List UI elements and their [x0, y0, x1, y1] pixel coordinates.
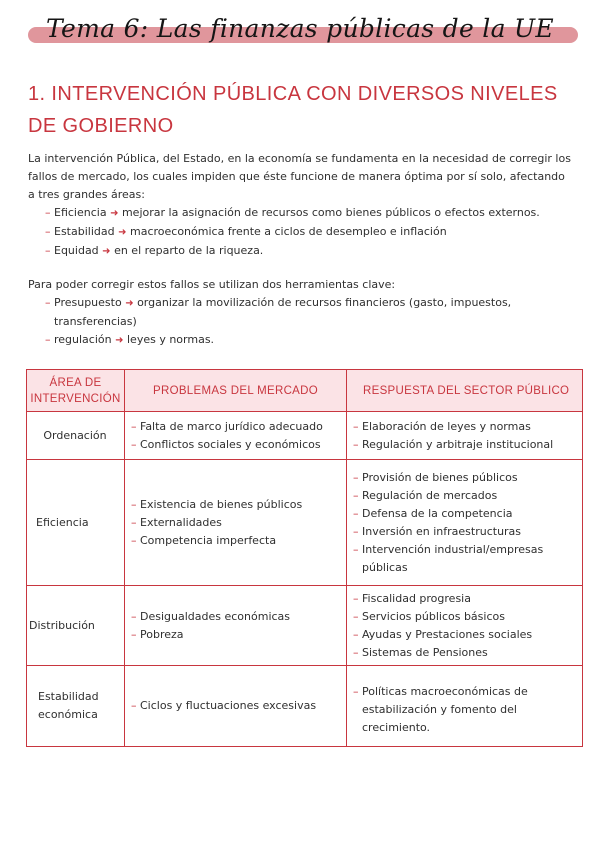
- arrow-icon: ➜: [110, 208, 119, 219]
- table-row: [27, 666, 583, 747]
- area-cell: Eficiencia: [27, 460, 125, 586]
- area-desc: macroeconómica frente a ciclos de desempleo e inflación: [129, 225, 447, 238]
- response-item: – Políticas macroeconómicas de estabilización y fomento del crecimiento.: [353, 684, 528, 734]
- problem-item: – Falta de marco jurídico adecuado: [131, 419, 323, 433]
- responses-cell: [347, 666, 583, 747]
- arrow-icon: ➜: [118, 227, 127, 238]
- header-responses: RESPUESTA DEL SECTOR PÚBLICO: [347, 370, 583, 412]
- area-desc: en el reparto de la riqueza.: [114, 244, 264, 257]
- problems-cell: [125, 666, 347, 747]
- area-desc: mejorar la asignación de recursos como bienes públicos o efectos externos.: [121, 206, 540, 219]
- arrow-icon: ➜: [115, 335, 124, 346]
- tool-desc: organizar la movilización de recursos financieros (gasto, impuestos, transferencias): [54, 296, 512, 328]
- tools-intro: Para poder corregir estos fallos se utilizan dos herramientas clave:: [28, 278, 396, 291]
- area-term: Equidad: [54, 244, 99, 257]
- table-row: [27, 460, 583, 586]
- table-row: [27, 412, 583, 460]
- list-item: – regulación ➜ leyes y normas.: [45, 333, 215, 346]
- list-item: – Eficiencia ➜ mejorar la asignación de recursos como bienes públicos o efectos externos.: [45, 206, 540, 219]
- area-term: Estabilidad: [54, 225, 115, 238]
- intro-text: La intervención Pública, del Estado, en la economía se fundamenta en la necesidad de corregir los fallos de mercado, los cuales impiden que éste funcione de manera óptima por sí solo, afectando a tres grandes áreas:: [28, 152, 571, 201]
- tool-desc: leyes y normas.: [127, 333, 215, 346]
- list-item: – Equidad ➜ en el reparto de la riqueza.: [45, 244, 264, 257]
- header-area: ÁREA DE INTERVENCIÓN: [27, 370, 125, 412]
- intro-paragraph: [28, 150, 573, 261]
- responses-cell: [347, 460, 583, 586]
- problem-item: – Conflictos sociales y económicos: [131, 437, 321, 451]
- responses-cell: [347, 586, 583, 666]
- problem-item: – Existencia de bienes públicos: [131, 497, 303, 511]
- table-row: [27, 586, 583, 666]
- response-item: – Regulación de mercados: [353, 488, 498, 502]
- response-item: – Fiscalidad progresia: [353, 591, 471, 605]
- area-term: Eficiencia: [54, 206, 107, 219]
- problem-item: – Ciclos y fluctuaciones excesivas: [131, 699, 317, 712]
- response-item: – Defensa de la competencia: [353, 506, 513, 520]
- response-item: – Regulación y arbitraje institucional: [353, 437, 554, 451]
- table-header-row: [27, 370, 583, 412]
- problems-cell: [125, 460, 347, 586]
- response-item: – Inversión en infraestructuras: [353, 524, 522, 538]
- list-item: – Presupuesto ➜ organizar la movilización de recursos financieros (gasto, impuestos, transferencias): [45, 296, 512, 328]
- arrow-icon: ➜: [125, 298, 134, 309]
- page-title: Tema 6: Las finanzas públicas de la UE: [46, 14, 554, 43]
- response-item: – Ayudas y Prestaciones sociales: [353, 627, 533, 641]
- arrow-icon: ➜: [102, 246, 111, 257]
- area-cell: Distribución: [27, 586, 125, 666]
- responses-cell: [347, 412, 583, 460]
- problem-item: – Externalidades: [131, 515, 222, 529]
- tools-list: [28, 294, 573, 350]
- header-problems: PROBLEMAS DEL MERCADO: [125, 370, 347, 412]
- list-item: – Estabilidad ➜ macroeconómica frente a ciclos de desempleo e inflación: [45, 225, 447, 238]
- response-item: – Servicios públicos básicos: [353, 609, 505, 623]
- response-item: – Intervención industrial/empresas públicas: [353, 542, 544, 574]
- problems-cell: [125, 586, 347, 666]
- response-item: – Provisión de bienes públicos: [353, 470, 518, 484]
- tool-term: regulación: [54, 333, 112, 346]
- problem-item: – Desigualdades económicas: [131, 609, 291, 623]
- area-cell: Ordenación: [27, 412, 125, 460]
- problems-cell: [125, 412, 347, 460]
- problem-item: – Pobreza: [131, 627, 184, 641]
- tools-paragraph: [28, 276, 573, 350]
- tool-term: Presupuesto: [54, 296, 122, 309]
- intervention-table: [26, 369, 583, 747]
- area-cell: Estabilidad económica: [27, 666, 125, 747]
- response-item: – Elaboración de leyes y normas: [353, 419, 531, 433]
- areas-list: [28, 204, 573, 261]
- response-item: – Sistemas de Pensiones: [353, 645, 488, 659]
- section-heading: 1. INTERVENCIÓN PÚBLICA CON DIVERSOS NIVELES DE GOBIERNO: [28, 83, 558, 137]
- problem-item: – Competencia imperfecta: [131, 533, 277, 547]
